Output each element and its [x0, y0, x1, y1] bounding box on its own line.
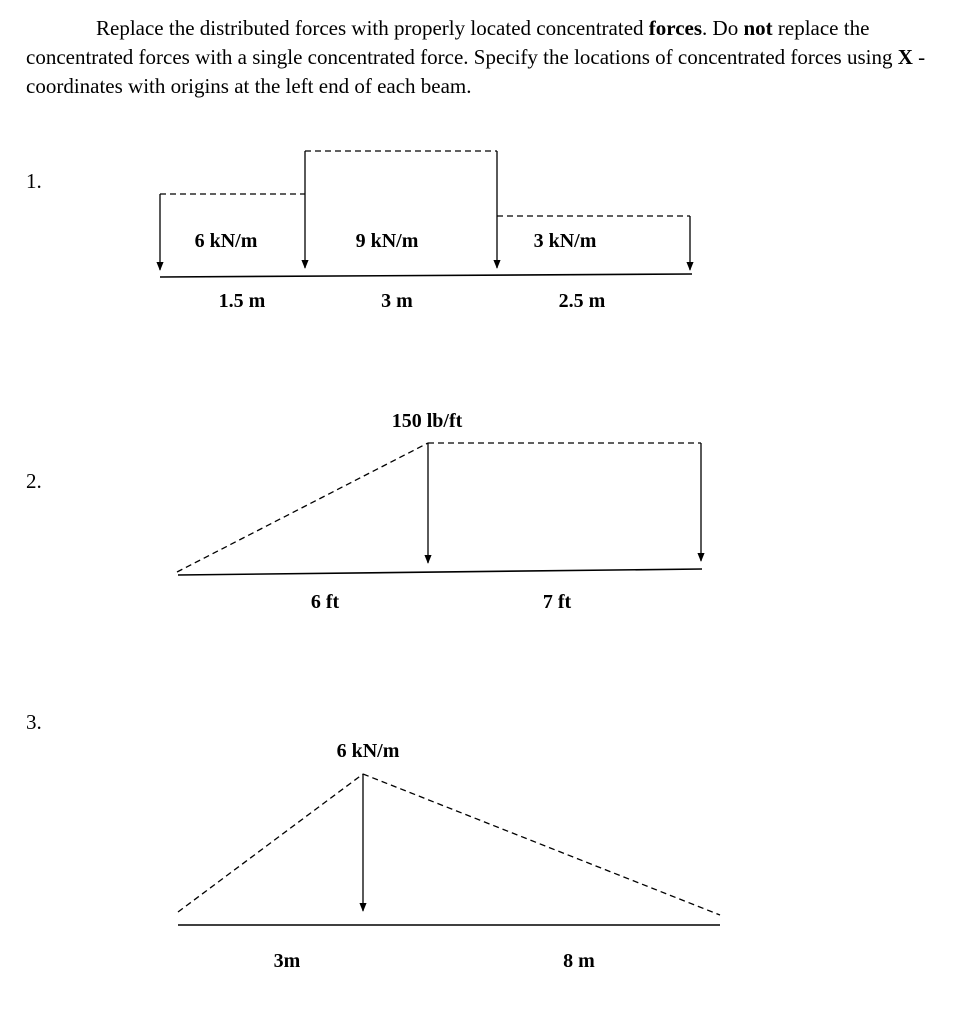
- load-label: 6 kN/m: [194, 230, 258, 252]
- load-left-slope: [178, 774, 363, 912]
- span-label: 3 m: [381, 290, 413, 312]
- span-label: 1.5 m: [218, 290, 266, 312]
- load-label: 150 lb/ft: [391, 410, 463, 432]
- problem-1-load-outline: [160, 151, 690, 216]
- problem-1-number: 1.: [26, 169, 42, 193]
- load-right-slope: [363, 774, 720, 915]
- load-label: 6 kN/m: [336, 740, 400, 762]
- load-label: 3 kN/m: [533, 230, 597, 252]
- instructions-text: Replace the distributed forces with properly located concentrated forces. Do not replace the concentrated forces with a single concentrated force. Specify the locations of concentrated forces using X - coordinates with origins at the left end of each beam.: [26, 16, 926, 98]
- load-label: 9 kN/m: [355, 230, 419, 252]
- span-label: 7 ft: [542, 591, 572, 613]
- problem-1: [26, 151, 692, 312]
- problem-3-number: 3.: [26, 710, 42, 734]
- span-label: 8 m: [563, 950, 595, 972]
- problem-2: [26, 410, 702, 613]
- span-label: 6 ft: [310, 591, 340, 613]
- problem-2-number: 2.: [26, 469, 42, 493]
- span-label: 3m: [273, 950, 301, 972]
- problem-1-beam: [160, 274, 692, 277]
- span-label: 2.5 m: [558, 290, 606, 312]
- load-ramp-line: [177, 443, 428, 572]
- problem-2-beam: [178, 569, 702, 575]
- problem-3: [26, 710, 720, 972]
